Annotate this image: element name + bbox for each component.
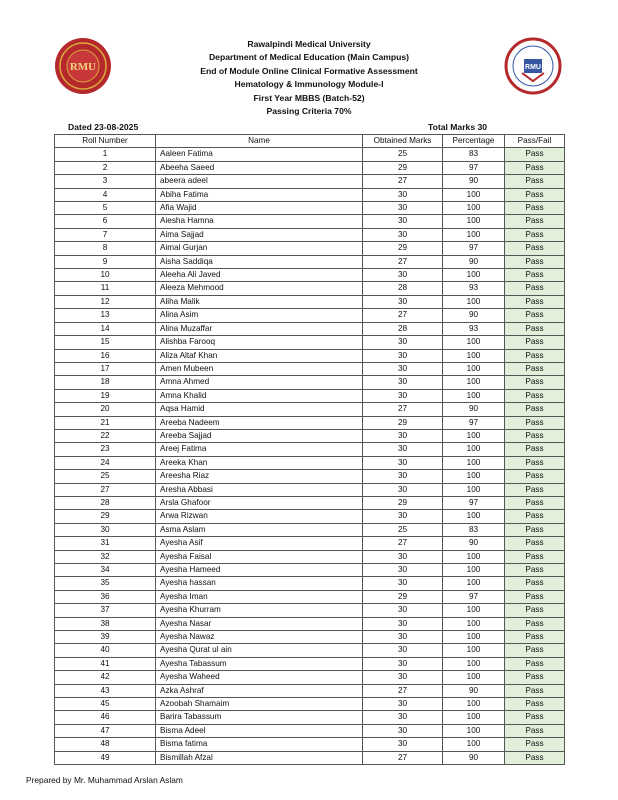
- cell-obtained-marks: 30: [363, 724, 443, 737]
- cell-roll-number: 22: [55, 429, 156, 442]
- cell-name: Azka Ashraf: [156, 684, 363, 697]
- table-row: [55, 751, 565, 764]
- cell-obtained-marks: 30: [363, 429, 443, 442]
- cell-name: abeera adeel: [156, 175, 363, 188]
- crest-text: RMU: [525, 64, 541, 71]
- cell-name: Bisma Adeel: [156, 724, 363, 737]
- cell-pass-fail: Pass: [505, 684, 565, 697]
- table-row: [55, 644, 565, 657]
- cell-roll-number: 12: [55, 295, 156, 308]
- cell-name: Aresha Abbasi: [156, 483, 363, 496]
- cell-pass-fail: Pass: [505, 698, 565, 711]
- cell-pass-fail: Pass: [505, 215, 565, 228]
- table-row: [55, 671, 565, 684]
- cell-percentage: 100: [443, 617, 505, 630]
- cell-obtained-marks: 25: [363, 523, 443, 536]
- prepared-by: Prepared by Mr. Muhammad Arslan Aslam: [26, 775, 183, 785]
- cell-roll-number: 28: [55, 496, 156, 509]
- cell-percentage: 90: [443, 255, 505, 268]
- dated-label: Dated 23-08-2025: [68, 122, 139, 132]
- cell-percentage: 90: [443, 537, 505, 550]
- seal-text: RMU: [69, 61, 97, 73]
- table-row: [55, 523, 565, 536]
- header-percentage: Percentage: [443, 135, 505, 148]
- cell-roll-number: 5: [55, 202, 156, 215]
- cell-obtained-marks: 27: [363, 751, 443, 764]
- cell-obtained-marks: 30: [363, 510, 443, 523]
- department-name: Department of Medical Education (Main Campus): [208, 52, 410, 63]
- cell-obtained-marks: 30: [363, 389, 443, 402]
- cell-percentage: 100: [443, 564, 505, 577]
- cell-obtained-marks: 29: [363, 416, 443, 429]
- table-row: [55, 550, 565, 563]
- cell-percentage: 100: [443, 376, 505, 389]
- cell-pass-fail: Pass: [505, 604, 565, 617]
- table-row: [55, 389, 565, 402]
- table-row: [55, 362, 565, 375]
- cell-pass-fail: Pass: [505, 738, 565, 751]
- table-row: [55, 376, 565, 389]
- batch-title: First Year MBBS (Batch-52): [253, 92, 365, 103]
- cell-obtained-marks: 29: [363, 590, 443, 603]
- cell-obtained-marks: 30: [363, 644, 443, 657]
- cell-percentage: 100: [443, 349, 505, 362]
- cell-percentage: 100: [443, 456, 505, 469]
- cell-obtained-marks: 30: [363, 228, 443, 241]
- cell-pass-fail: Pass: [505, 349, 565, 362]
- cell-obtained-marks: 30: [363, 483, 443, 496]
- cell-pass-fail: Pass: [505, 362, 565, 375]
- cell-pass-fail: Pass: [505, 429, 565, 442]
- cell-name: Aaleen Fatima: [156, 148, 363, 161]
- cell-obtained-marks: 30: [363, 711, 443, 724]
- cell-pass-fail: Pass: [505, 336, 565, 349]
- cell-name: Ayesha Faisal: [156, 550, 363, 563]
- cell-percentage: 97: [443, 496, 505, 509]
- cell-name: Aliza Altaf Khan: [156, 349, 363, 362]
- cell-name: Ayesha Nasar: [156, 617, 363, 630]
- cell-obtained-marks: 30: [363, 577, 443, 590]
- header-name: Name: [156, 135, 363, 148]
- cell-obtained-marks: 30: [363, 215, 443, 228]
- table-row: [55, 510, 565, 523]
- cell-obtained-marks: 30: [363, 295, 443, 308]
- table-row: [55, 336, 565, 349]
- cell-roll-number: 48: [55, 738, 156, 751]
- cell-percentage: 100: [443, 470, 505, 483]
- cell-name: Ayesha Hameed: [156, 564, 363, 577]
- cell-obtained-marks: 30: [363, 336, 443, 349]
- table-row: [55, 322, 565, 335]
- table-row: [55, 590, 565, 603]
- cell-pass-fail: Pass: [505, 470, 565, 483]
- table-row: [55, 684, 565, 697]
- cell-percentage: 100: [443, 443, 505, 456]
- cell-pass-fail: Pass: [505, 590, 565, 603]
- cell-obtained-marks: 30: [363, 671, 443, 684]
- table-row: [55, 269, 565, 282]
- cell-roll-number: 7: [55, 228, 156, 241]
- cell-obtained-marks: 30: [363, 443, 443, 456]
- cell-pass-fail: Pass: [505, 537, 565, 550]
- cell-obtained-marks: 30: [363, 470, 443, 483]
- cell-pass-fail: Pass: [505, 631, 565, 644]
- cell-roll-number: 40: [55, 644, 156, 657]
- cell-pass-fail: Pass: [505, 644, 565, 657]
- cell-roll-number: 41: [55, 657, 156, 670]
- cell-percentage: 90: [443, 175, 505, 188]
- table-row: [55, 711, 565, 724]
- cell-percentage: 100: [443, 738, 505, 751]
- cell-obtained-marks: 30: [363, 604, 443, 617]
- cell-percentage: 100: [443, 362, 505, 375]
- cell-obtained-marks: 27: [363, 537, 443, 550]
- table-row: [55, 429, 565, 442]
- cell-obtained-marks: 25: [363, 148, 443, 161]
- table-row: [55, 282, 565, 295]
- cell-percentage: 100: [443, 429, 505, 442]
- cell-pass-fail: Pass: [505, 403, 565, 416]
- cell-roll-number: 20: [55, 403, 156, 416]
- cell-roll-number: 4: [55, 188, 156, 201]
- table-row: [55, 349, 565, 362]
- table-row: [55, 161, 565, 174]
- cell-percentage: 93: [443, 322, 505, 335]
- cell-obtained-marks: 30: [363, 456, 443, 469]
- cell-pass-fail: Pass: [505, 376, 565, 389]
- cell-name: Areeba Nadeem: [156, 416, 363, 429]
- header-roll-number: Roll Number: [55, 135, 156, 148]
- cell-obtained-marks: 30: [363, 269, 443, 282]
- passing-criteria: Passing Criteria 70%: [266, 106, 352, 117]
- cell-name: Aimal Gurjan: [156, 242, 363, 255]
- table-row: [55, 604, 565, 617]
- cell-pass-fail: Pass: [505, 161, 565, 174]
- cell-pass-fail: Pass: [505, 617, 565, 630]
- cell-percentage: 100: [443, 215, 505, 228]
- cell-roll-number: 16: [55, 349, 156, 362]
- cell-roll-number: 43: [55, 684, 156, 697]
- cell-name: Asma Aslam: [156, 523, 363, 536]
- cell-percentage: 100: [443, 711, 505, 724]
- university-name: Rawalpindi Medical University: [247, 39, 371, 49]
- cell-percentage: 97: [443, 242, 505, 255]
- table-row: [55, 738, 565, 751]
- cell-name: Arwa Rizwan: [156, 510, 363, 523]
- cell-percentage: 100: [443, 389, 505, 402]
- cell-obtained-marks: 30: [363, 376, 443, 389]
- cell-name: Areej Fatima: [156, 443, 363, 456]
- cell-obtained-marks: 27: [363, 309, 443, 322]
- cell-percentage: 100: [443, 295, 505, 308]
- cell-pass-fail: Pass: [505, 564, 565, 577]
- cell-pass-fail: Pass: [505, 416, 565, 429]
- cell-pass-fail: Pass: [505, 711, 565, 724]
- cell-roll-number: 29: [55, 510, 156, 523]
- table-row: [55, 309, 565, 322]
- cell-roll-number: 10: [55, 269, 156, 282]
- cell-roll-number: 49: [55, 751, 156, 764]
- table-row: [55, 537, 565, 550]
- cell-roll-number: 2: [55, 161, 156, 174]
- cell-obtained-marks: 30: [363, 188, 443, 201]
- table-row: [55, 175, 565, 188]
- cell-roll-number: 3: [55, 175, 156, 188]
- cell-percentage: 100: [443, 644, 505, 657]
- table-row: [55, 148, 565, 161]
- cell-percentage: 100: [443, 698, 505, 711]
- cell-percentage: 93: [443, 282, 505, 295]
- cell-name: Barira Tabassum: [156, 711, 363, 724]
- cell-name: Afia Wajid: [156, 202, 363, 215]
- cell-roll-number: 45: [55, 698, 156, 711]
- cell-pass-fail: Pass: [505, 496, 565, 509]
- cell-pass-fail: Pass: [505, 228, 565, 241]
- cell-roll-number: 17: [55, 362, 156, 375]
- cell-name: Arsla Ghafoor: [156, 496, 363, 509]
- cell-roll-number: 14: [55, 322, 156, 335]
- cell-obtained-marks: 30: [363, 550, 443, 563]
- cell-roll-number: 8: [55, 242, 156, 255]
- total-marks-label: Total Marks 30: [428, 122, 488, 132]
- cell-roll-number: 25: [55, 470, 156, 483]
- cell-name: Bismillah Afzal: [156, 751, 363, 764]
- cell-name: Aleeza Mehmood: [156, 282, 363, 295]
- cell-pass-fail: Pass: [505, 295, 565, 308]
- assessment-title: End of Module Online Clinical Formative Assessment: [200, 65, 418, 76]
- cell-obtained-marks: 30: [363, 362, 443, 375]
- cell-pass-fail: Pass: [505, 577, 565, 590]
- cell-pass-fail: Pass: [505, 510, 565, 523]
- cell-roll-number: 27: [55, 483, 156, 496]
- cell-roll-number: 39: [55, 631, 156, 644]
- cell-percentage: 100: [443, 604, 505, 617]
- cell-obtained-marks: 27: [363, 175, 443, 188]
- cell-percentage: 100: [443, 510, 505, 523]
- cell-roll-number: 6: [55, 215, 156, 228]
- cell-obtained-marks: 30: [363, 657, 443, 670]
- cell-pass-fail: Pass: [505, 255, 565, 268]
- cell-name: Alishba Farooq: [156, 336, 363, 349]
- cell-roll-number: 46: [55, 711, 156, 724]
- cell-name: Ayesha Nawaz: [156, 631, 363, 644]
- cell-pass-fail: Pass: [505, 523, 565, 536]
- cell-roll-number: 23: [55, 443, 156, 456]
- cell-name: Bisma fatima: [156, 738, 363, 751]
- cell-pass-fail: Pass: [505, 443, 565, 456]
- cell-name: Areeba Sajjad: [156, 429, 363, 442]
- cell-percentage: 97: [443, 590, 505, 603]
- table-row: [55, 724, 565, 737]
- cell-pass-fail: Pass: [505, 456, 565, 469]
- cell-roll-number: 47: [55, 724, 156, 737]
- cell-percentage: 100: [443, 550, 505, 563]
- cell-obtained-marks: 27: [363, 403, 443, 416]
- cell-name: Amna Ahmed: [156, 376, 363, 389]
- cell-obtained-marks: 28: [363, 322, 443, 335]
- cell-roll-number: 34: [55, 564, 156, 577]
- cell-obtained-marks: 29: [363, 161, 443, 174]
- cell-pass-fail: Pass: [505, 671, 565, 684]
- cell-name: Ayesha Khurram: [156, 604, 363, 617]
- cell-obtained-marks: 29: [363, 496, 443, 509]
- cell-roll-number: 13: [55, 309, 156, 322]
- table-row: [55, 470, 565, 483]
- cell-percentage: 83: [443, 523, 505, 536]
- table-row: [55, 456, 565, 469]
- table-row: [55, 483, 565, 496]
- table-row: [55, 228, 565, 241]
- cell-roll-number: 37: [55, 604, 156, 617]
- cell-name: Aleeha Ali Javed: [156, 269, 363, 282]
- cell-percentage: 90: [443, 309, 505, 322]
- results-table: [54, 134, 565, 765]
- table-row: [55, 631, 565, 644]
- table-row: [55, 215, 565, 228]
- cell-name: Ayesha Tabassum: [156, 657, 363, 670]
- table-row: [55, 295, 565, 308]
- table-header-row: [55, 135, 565, 148]
- table-body: [55, 148, 565, 765]
- cell-pass-fail: Pass: [505, 242, 565, 255]
- cell-roll-number: 35: [55, 577, 156, 590]
- table-row: [55, 242, 565, 255]
- cell-obtained-marks: 27: [363, 255, 443, 268]
- cell-percentage: 90: [443, 403, 505, 416]
- cell-name: Aqsa Hamid: [156, 403, 363, 416]
- cell-percentage: 100: [443, 336, 505, 349]
- cell-name: Azoobah Shamaim: [156, 698, 363, 711]
- cell-percentage: 100: [443, 631, 505, 644]
- table-row: [55, 496, 565, 509]
- cell-name: Aiesha Hamna: [156, 215, 363, 228]
- cell-name: Alina Asim: [156, 309, 363, 322]
- cell-pass-fail: Pass: [505, 322, 565, 335]
- cell-roll-number: 19: [55, 389, 156, 402]
- cell-pass-fail: Pass: [505, 550, 565, 563]
- cell-pass-fail: Pass: [505, 309, 565, 322]
- header-obtained-marks: Obtained Marks: [363, 135, 443, 148]
- table-row: [55, 416, 565, 429]
- table-row: [55, 564, 565, 577]
- cell-roll-number: 1: [55, 148, 156, 161]
- cell-pass-fail: Pass: [505, 188, 565, 201]
- cell-obtained-marks: 30: [363, 631, 443, 644]
- cell-name: Ayesha Waheed: [156, 671, 363, 684]
- cell-name: Amen Mubeen: [156, 362, 363, 375]
- cell-roll-number: 30: [55, 523, 156, 536]
- table-row: [55, 617, 565, 630]
- table-row: [55, 255, 565, 268]
- cell-name: Amna Khalid: [156, 389, 363, 402]
- cell-pass-fail: Pass: [505, 389, 565, 402]
- cell-roll-number: 38: [55, 617, 156, 630]
- table-row: [55, 698, 565, 711]
- cell-name: Aliha Malik: [156, 295, 363, 308]
- cell-obtained-marks: 30: [363, 617, 443, 630]
- cell-roll-number: 31: [55, 537, 156, 550]
- cell-obtained-marks: 27: [363, 684, 443, 697]
- cell-percentage: 100: [443, 657, 505, 670]
- cell-pass-fail: Pass: [505, 657, 565, 670]
- cell-name: Areesha Riaz: [156, 470, 363, 483]
- cell-percentage: 100: [443, 671, 505, 684]
- cell-roll-number: 11: [55, 282, 156, 295]
- cell-obtained-marks: 29: [363, 242, 443, 255]
- cell-name: Areeka Khan: [156, 456, 363, 469]
- cell-roll-number: 36: [55, 590, 156, 603]
- cell-pass-fail: Pass: [505, 148, 565, 161]
- cell-percentage: 100: [443, 188, 505, 201]
- cell-name: Aisha Saddiqa: [156, 255, 363, 268]
- cell-obtained-marks: 30: [363, 738, 443, 751]
- cell-percentage: 97: [443, 161, 505, 174]
- cell-name: Abeeha Saeed: [156, 161, 363, 174]
- cell-obtained-marks: 30: [363, 564, 443, 577]
- cell-obtained-marks: 30: [363, 349, 443, 362]
- cell-roll-number: 21: [55, 416, 156, 429]
- cell-obtained-marks: 28: [363, 282, 443, 295]
- table-row: [55, 657, 565, 670]
- document-header: [0, 38, 618, 118]
- table-row: [55, 577, 565, 590]
- cell-roll-number: 18: [55, 376, 156, 389]
- cell-pass-fail: Pass: [505, 269, 565, 282]
- cell-pass-fail: Pass: [505, 724, 565, 737]
- cell-obtained-marks: 30: [363, 698, 443, 711]
- cell-percentage: 90: [443, 751, 505, 764]
- cell-pass-fail: Pass: [505, 202, 565, 215]
- cell-percentage: 100: [443, 577, 505, 590]
- module-title: Hematology & Immunology Module-I: [234, 79, 384, 90]
- cell-name: Ayesha Qurat ul ain: [156, 644, 363, 657]
- cell-percentage: 100: [443, 483, 505, 496]
- cell-obtained-marks: 30: [363, 202, 443, 215]
- table-row: [55, 202, 565, 215]
- cell-roll-number: 9: [55, 255, 156, 268]
- cell-name: Ayesha Asif: [156, 537, 363, 550]
- table-row: [55, 188, 565, 201]
- cell-name: Ayesha hassan: [156, 577, 363, 590]
- cell-percentage: 83: [443, 148, 505, 161]
- cell-name: Abiha Fatima: [156, 188, 363, 201]
- cell-name: Ayesha Iman: [156, 590, 363, 603]
- cell-pass-fail: Pass: [505, 751, 565, 764]
- cell-pass-fail: Pass: [505, 483, 565, 496]
- cell-roll-number: 32: [55, 550, 156, 563]
- cell-percentage: 97: [443, 416, 505, 429]
- cell-percentage: 100: [443, 724, 505, 737]
- cell-percentage: 100: [443, 269, 505, 282]
- cell-pass-fail: Pass: [505, 175, 565, 188]
- table-row: [55, 403, 565, 416]
- cell-roll-number: 15: [55, 336, 156, 349]
- cell-percentage: 90: [443, 684, 505, 697]
- header-pass-fail: Pass/Fail: [505, 135, 565, 148]
- cell-pass-fail: Pass: [505, 282, 565, 295]
- cell-roll-number: 42: [55, 671, 156, 684]
- cell-percentage: 100: [443, 202, 505, 215]
- cell-roll-number: 24: [55, 456, 156, 469]
- table-row: [55, 443, 565, 456]
- cell-name: Alina Muzaffar: [156, 322, 363, 335]
- cell-percentage: 100: [443, 228, 505, 241]
- cell-name: Aima Sajjad: [156, 228, 363, 241]
